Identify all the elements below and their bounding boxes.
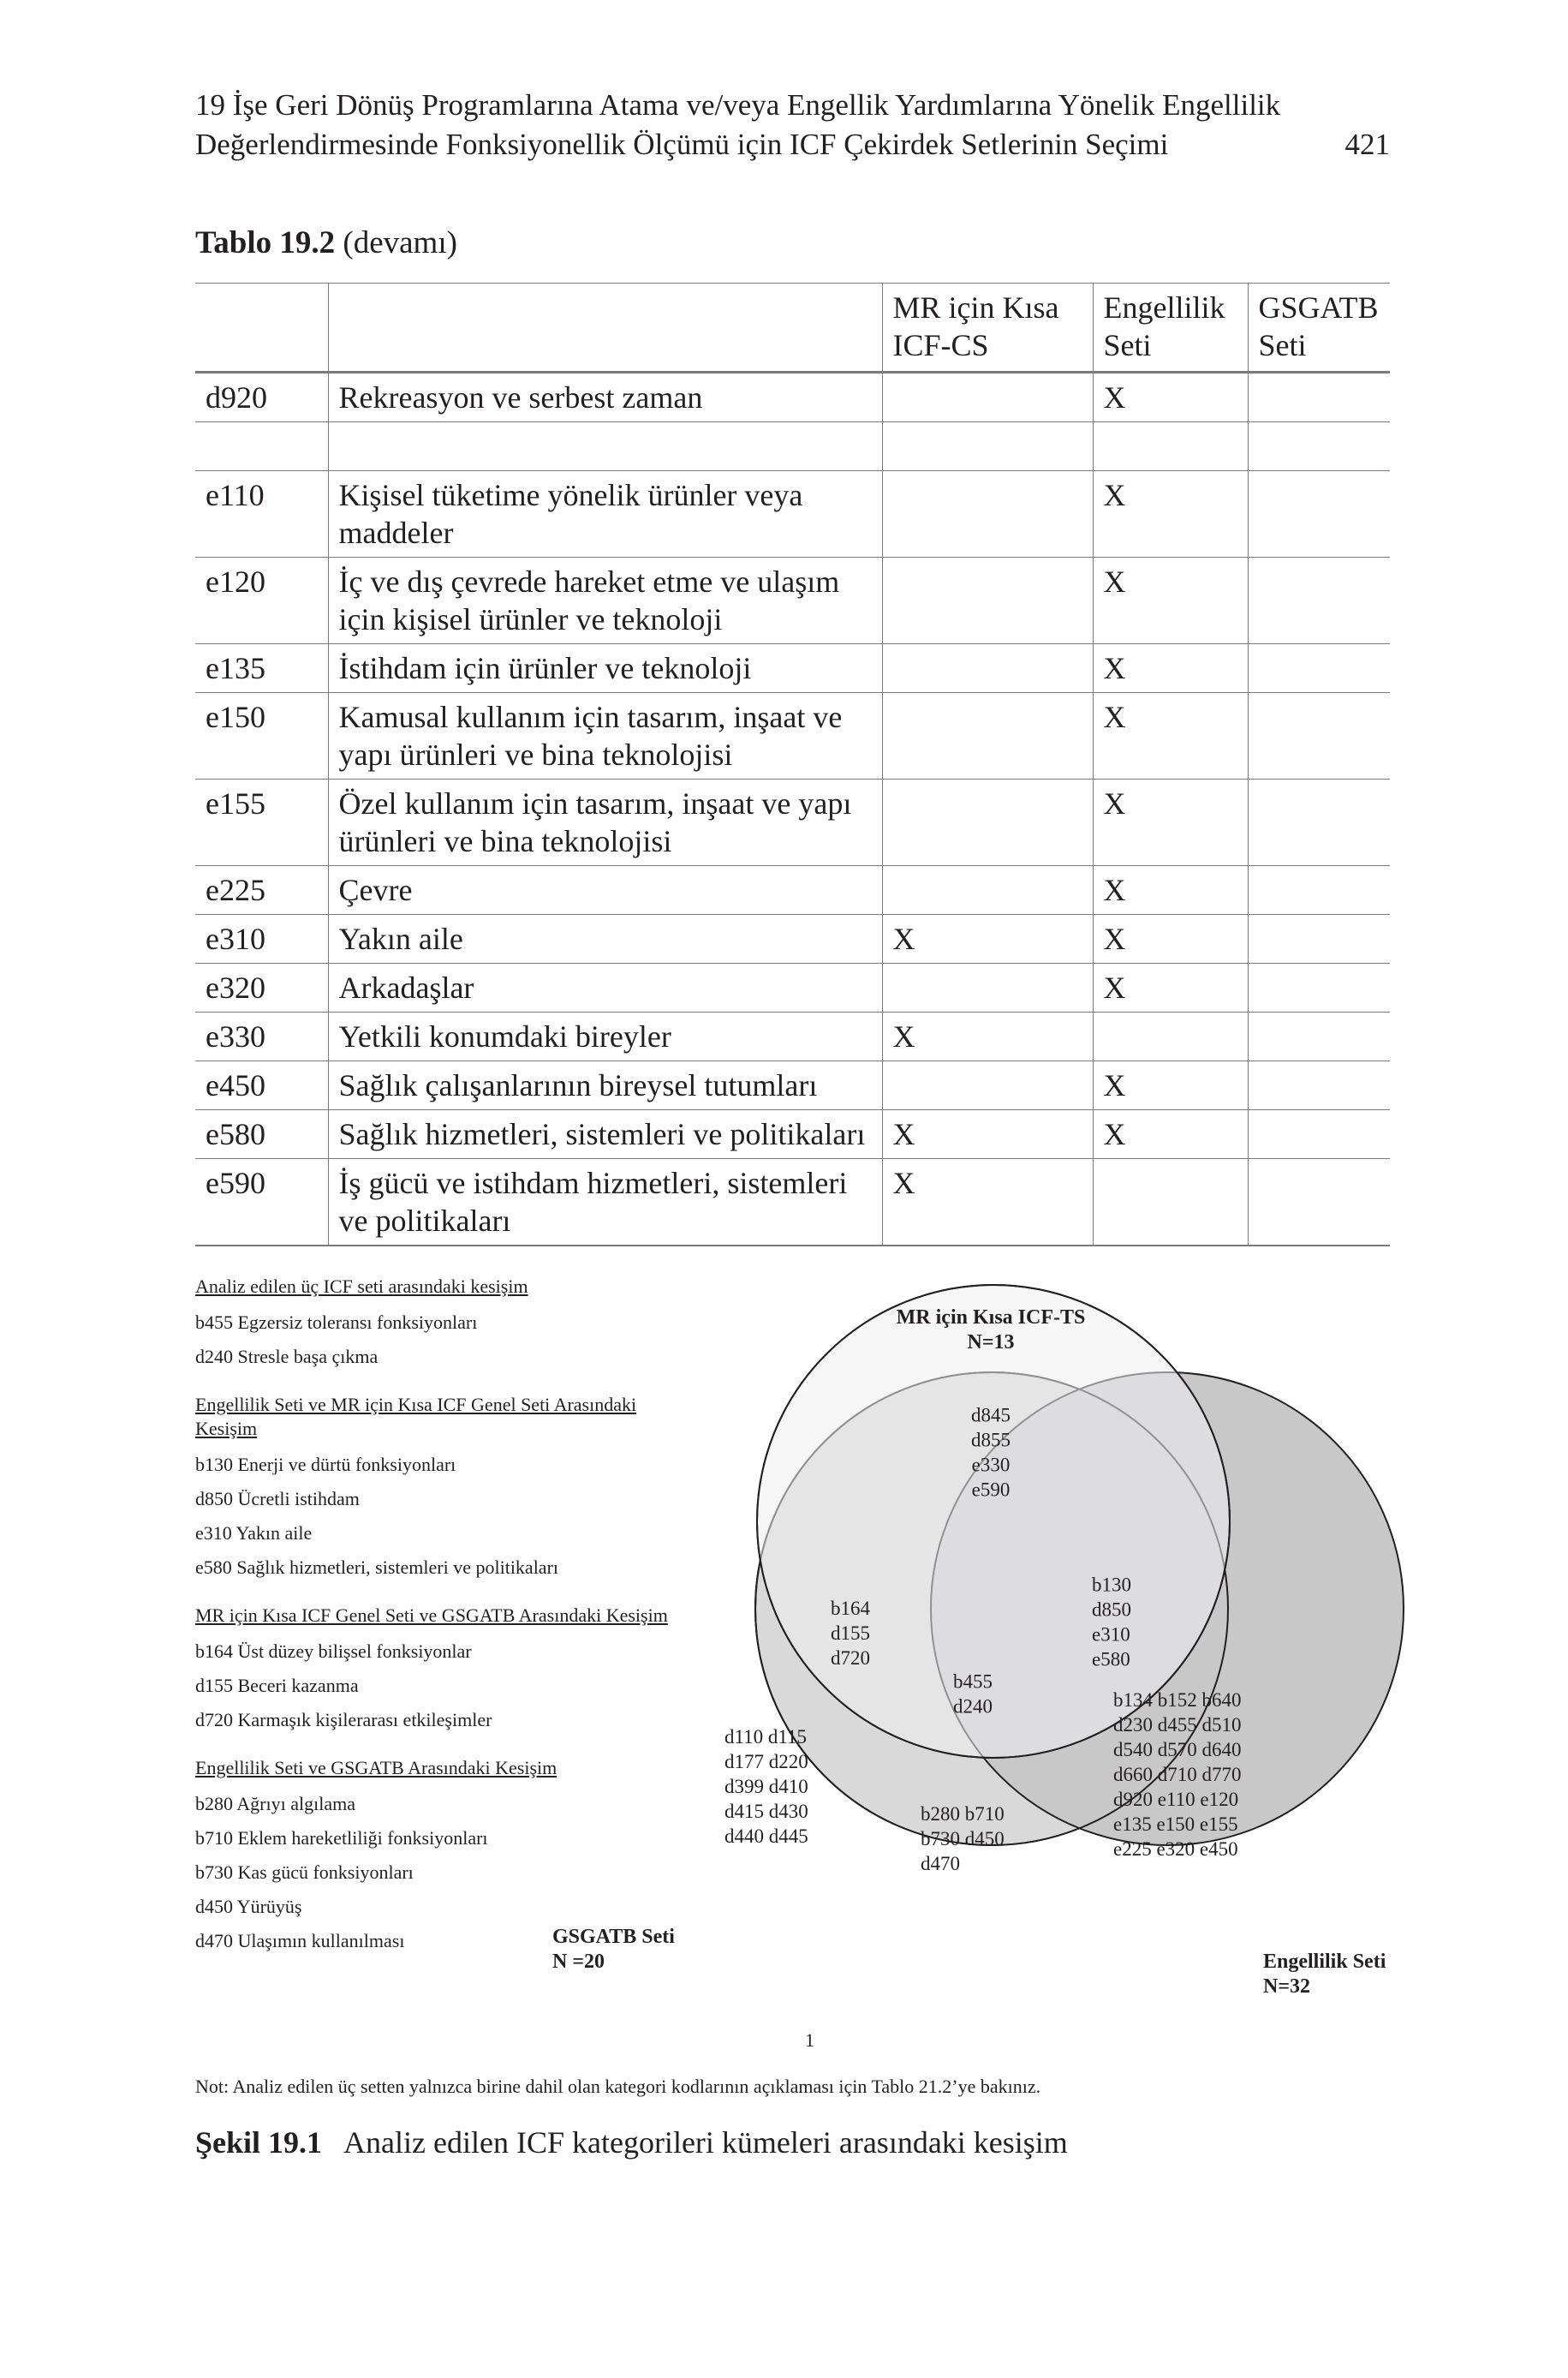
legend-item: d450 Yürüyüş [195, 1896, 302, 1917]
legend-group-title: Engellilik Seti ve MR için Kısa ICF Genel Seti Arasındaki Kesişim [195, 1394, 637, 1439]
category-description-cell: Rekreasyon ve serbest zaman [328, 373, 882, 422]
category-code-cell: e590 [195, 1159, 328, 1246]
stray-mark: 1 [805, 2029, 814, 2051]
engellilik-set-mark-cell: X [1093, 471, 1248, 558]
venn-region-mr-eng-line: e580 [1092, 1648, 1130, 1670]
mr-set-mark-cell: X [882, 1159, 1093, 1246]
venn-region-mr-only-line: e590 [971, 1479, 1011, 1501]
venn-region-all-line: b455 [953, 1670, 993, 1693]
legend-item: b455 Egzersiz toleransı fonksiyonları [195, 1311, 478, 1333]
venn-region-eng-only-line: e135 e150 e155 [1113, 1813, 1238, 1835]
legend-group-title: MR için Kısa ICF Genel Seti ve GSGATB Arasındaki Kesişim [195, 1604, 668, 1626]
engellilik-set-mark-cell: X [1093, 693, 1248, 780]
mr-set-mark-cell: X [882, 915, 1093, 964]
legend-item: d470 Ulaşımın kullanılması [195, 1930, 405, 1951]
mr-set-mark-cell: X [882, 1110, 1093, 1159]
venn-region-mr-gsgatb-line: b164 [831, 1598, 870, 1619]
gsgatb-set-label: GSGATB Seti [552, 1926, 675, 1948]
venn-region-gsgatb-only-line: d177 d220 [724, 1751, 808, 1772]
venn-region-mr-eng-line: e310 [1092, 1623, 1130, 1646]
table-caption-label: Tablo 19.2 [195, 225, 336, 260]
legend-item: b280 Ağrıyı algılama [195, 1793, 355, 1814]
legend-item: d720 Karmaşık kişilerarası etkileşimler [195, 1709, 492, 1730]
category-description-cell: Sağlık çalışanlarının bireysel tutumları [328, 1061, 882, 1110]
engellilik-set-mark-cell: X [1093, 780, 1248, 866]
legend-item: b164 Üst düzey bilişsel fonksiyonlar [195, 1640, 472, 1662]
venn-region-gsgatb-only-line: d415 d430 [724, 1801, 808, 1822]
figure-note: Not: Analiz edilen üç setten yalnızca birine dahil olan kategori kodlarının açıklaması için Tablo 21.2’ye bakınız. [195, 2076, 1041, 2097]
venn-region-mr-only-line: d855 [971, 1429, 1011, 1451]
engellilik-set-mark-cell: X [1093, 915, 1248, 964]
category-description-cell: Kamusal kullanım için tasarım, inşaat ve yapı ürünleri ve bina teknolojisi [328, 693, 882, 780]
engellilik-set-count: N=32 [1263, 1975, 1311, 1998]
venn-region-gsgatb-eng-line: b730 d450 [921, 1828, 1005, 1849]
venn-region-mr-only-line: d845 [971, 1404, 1011, 1426]
category-code-cell: e450 [195, 1061, 328, 1110]
mr-circle [757, 1285, 1230, 1758]
legend-item: e580 Sağlık hizmetleri, sistemleri ve politikaları [195, 1556, 559, 1578]
category-code-cell: e580 [195, 1110, 328, 1159]
figure-caption-label: Şekil 19.1 [195, 2125, 323, 2160]
mr-set-count: N=13 [967, 1331, 1015, 1353]
category-description-cell: Kişisel tüketime yönelik ürünler veya maddeler [328, 471, 882, 558]
venn-region-mr-only-line: e330 [971, 1454, 1011, 1476]
venn-region-mr-gsgatb-line: d720 [831, 1647, 870, 1669]
category-code-cell: e320 [195, 964, 328, 1013]
venn-region-eng-only-line: e225 e320 e450 [1113, 1838, 1238, 1860]
venn-region-gsgatb-only-line: d110 d115 [724, 1726, 808, 1748]
table-caption-text: (devamı) [343, 225, 457, 260]
venn-region-mr-eng-line: d850 [1092, 1598, 1131, 1621]
venn-region-eng-only-line: d920 e110 e120 [1113, 1789, 1239, 1810]
engellilik-set-label: Engellilik Seti [1263, 1951, 1386, 1973]
legend-item: e310 Yakın aile [195, 1522, 313, 1544]
legend-item: d240 Stresle başa çıkma [195, 1346, 379, 1367]
engellilik-set-mark-cell: X [1093, 866, 1248, 915]
engellilik-set-mark-cell: X [1093, 1110, 1248, 1159]
legend-group-title: Analiz edilen üç ICF seti arasındaki kesişim [195, 1276, 528, 1297]
category-code-cell: e110 [195, 471, 328, 558]
engellilik-set-mark-cell: X [1093, 964, 1248, 1013]
table-header-cell: Engellilik Seti [1093, 284, 1248, 373]
category-description-cell: Çevre [328, 866, 882, 915]
category-description-cell: İç ve dış çevrede hareket etme ve ulaşım için kişisel ürünler ve teknoloji [328, 558, 882, 644]
category-description-cell: Yetkili konumdaki bireyler [328, 1013, 882, 1061]
gsgatb-set-count: N =20 [552, 1951, 605, 1973]
engellilik-set-mark-cell: X [1093, 558, 1248, 644]
engellilik-set-mark-cell: X [1093, 644, 1248, 693]
mr-set-mark-cell: X [882, 1013, 1093, 1061]
venn-region-gsgatb-eng-line: b280 b710 [921, 1803, 1005, 1825]
page-number: 421 [1344, 128, 1390, 161]
category-description-cell: İş gücü ve istihdam hizmetleri, sistemleri ve politikaları [328, 1159, 882, 1246]
figure-caption-text: Analiz edilen ICF kategorileri kümeleri arasındaki kesişim [343, 2125, 1068, 2160]
venn-region-all-line: d240 [953, 1695, 993, 1718]
mr-set-label: MR için Kısa ICF-TS [896, 1306, 1086, 1329]
category-code-cell: e135 [195, 644, 328, 693]
category-description-cell: İstihdam için ürünler ve teknoloji [328, 644, 882, 693]
category-code-cell: e120 [195, 558, 328, 644]
figure-caption [195, 2124, 1068, 2160]
category-description-cell: Sağlık hizmetleri, sistemleri ve politikaları [328, 1110, 882, 1159]
table-header-cell: GSGATB Seti [1248, 284, 1390, 373]
venn-region-gsgatb-only-line: d399 d410 [724, 1776, 808, 1797]
header-title-line-1: 19 İşe Geri Dönüş Programlarına Atama ve/veya Engellik Yardımlarına Yönelik Engellilik [195, 88, 1281, 122]
venn-region-mr-eng-line: b130 [1092, 1574, 1131, 1596]
category-code-cell: e330 [195, 1013, 328, 1061]
table-header-cell: MR için Kısa ICF-CS [882, 284, 1093, 373]
legend-item: b710 Eklem hareketliliği fonksiyonları [195, 1827, 488, 1849]
venn-region-mr-gsgatb-line: d155 [831, 1622, 870, 1644]
category-code-cell: e155 [195, 780, 328, 866]
header-title-line-2: Değerlendirmesinde Fonksiyonellik Ölçümü için ICF Çekirdek Setlerinin Seçimi [195, 128, 1169, 161]
category-code-cell: e225 [195, 866, 328, 915]
legend-group-title: Engellilik Seti ve GSGATB Arasındaki Kesişim [195, 1757, 557, 1778]
category-description-cell: Özel kullanım için tasarım, inşaat ve yapı ürünleri ve bina teknolojisi [328, 780, 882, 866]
venn-region-gsgatb-eng-line: d470 [921, 1853, 960, 1874]
venn-region-gsgatb-only-line: d440 d445 [724, 1825, 808, 1847]
venn-region-eng-only-line: d660 d710 d770 [1113, 1764, 1242, 1785]
legend-item: d155 Beceri kazanma [195, 1675, 359, 1696]
legend-item: d850 Ücretli istihdam [195, 1488, 360, 1509]
venn-region-eng-only-line: d540 d570 d640 [1113, 1739, 1242, 1760]
engellilik-set-mark-cell: X [1093, 1061, 1248, 1110]
category-code-cell: d920 [195, 373, 328, 422]
venn-region-eng-only-line: b134 b152 b640 [1113, 1689, 1242, 1711]
category-code-cell: e150 [195, 693, 328, 780]
category-description-cell: Arkadaşlar [328, 964, 882, 1013]
legend-item: b730 Kas gücü fonksiyonları [195, 1861, 414, 1883]
engellilik-set-mark-cell: X [1093, 373, 1248, 422]
venn-region-eng-only-line: d230 d455 d510 [1113, 1714, 1242, 1736]
category-description-cell: Yakın aile [328, 915, 882, 964]
legend-item: b130 Enerji ve dürtü fonksiyonları [195, 1454, 456, 1475]
category-code-cell: e310 [195, 915, 328, 964]
